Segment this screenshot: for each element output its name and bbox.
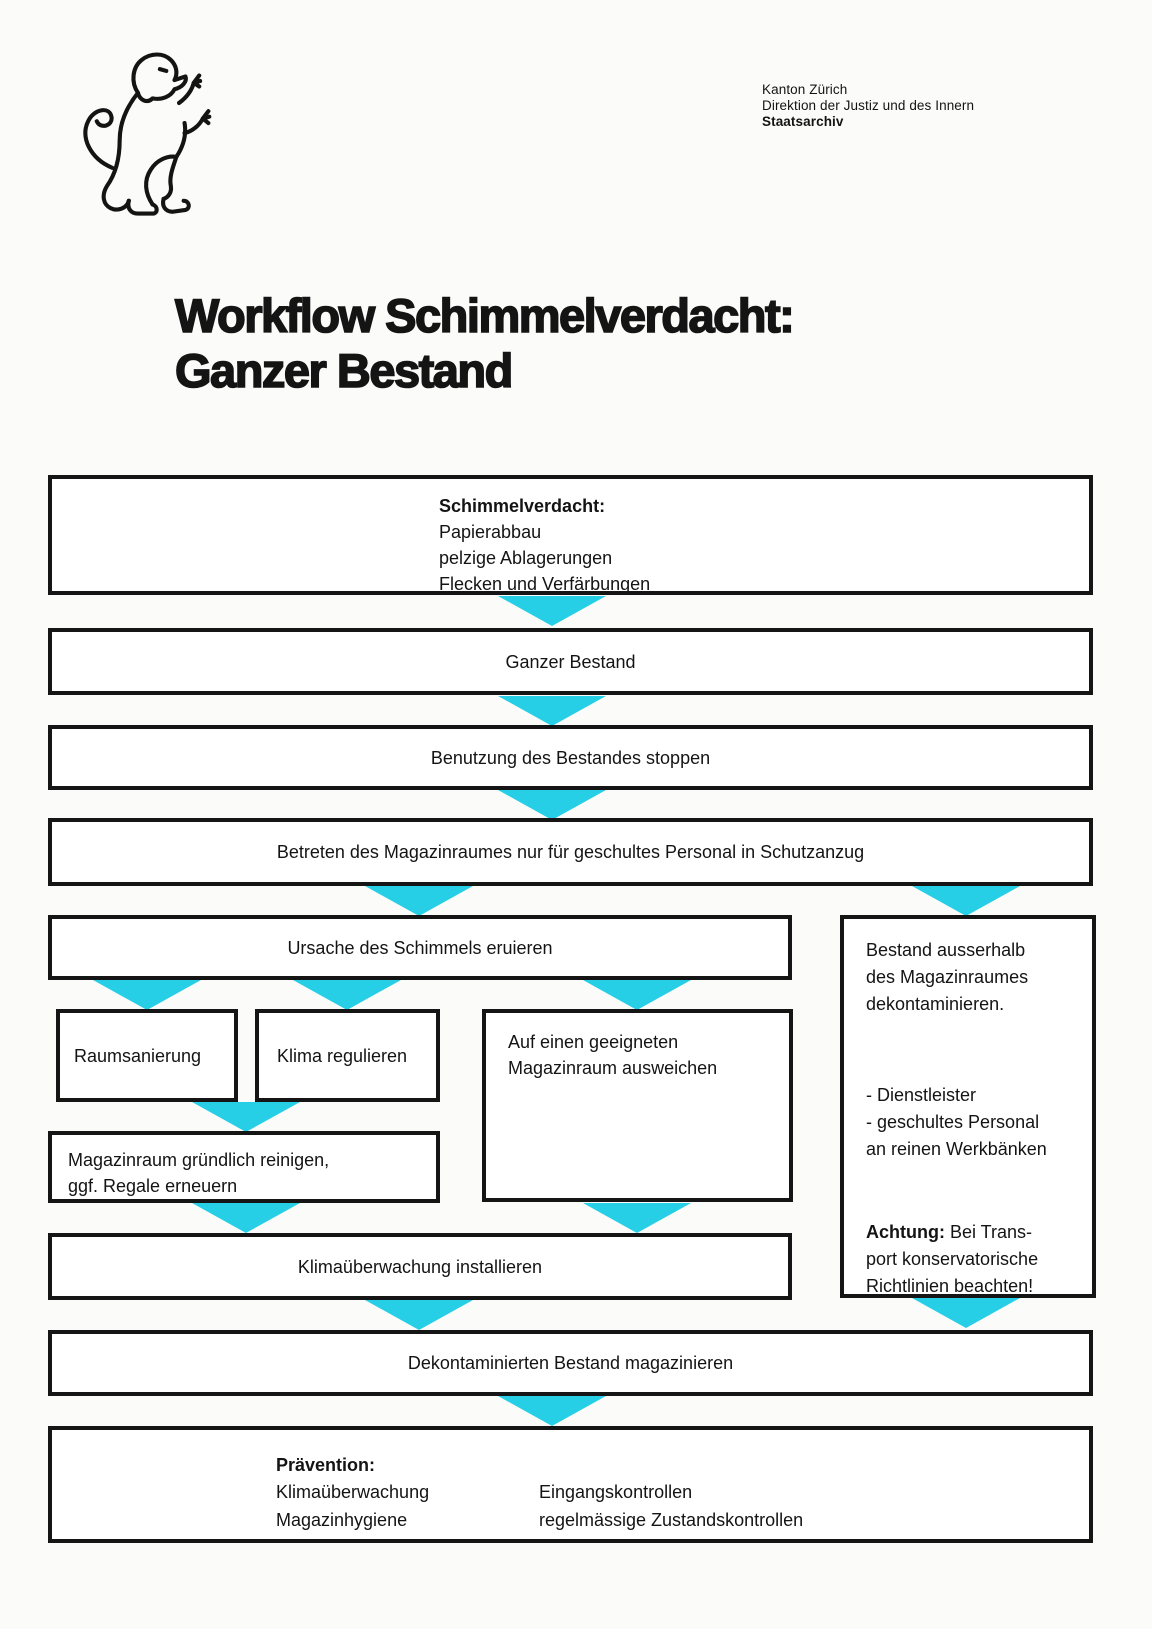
arrow-down-icon <box>192 1102 300 1132</box>
org-block <box>762 82 974 130</box>
prevention-item: Magazinhygiene <box>276 1510 408 1530</box>
install-monitoring-label: Klimaüberwachung installieren <box>297 1256 543 1277</box>
find-cause-label: Ursache des Schimmels eruieren <box>287 937 553 958</box>
flow-step-regulate-climate <box>255 1009 440 1102</box>
decon-line: dekontaminieren. <box>866 994 1005 1014</box>
clean-room-line2: ggf. Regale erneuern <box>68 1176 238 1196</box>
decon-bullet: - geschultes Personal <box>866 1112 1040 1132</box>
suspicion-symptom: Flecken und Verfärbungen <box>439 574 651 594</box>
alternative-room-line1: Auf einen geeigneten <box>508 1032 679 1052</box>
arrow-down-icon <box>498 596 606 626</box>
flow-step-alternative-room <box>482 1009 793 1202</box>
prevention-item: regelmässige Zustandskontrollen <box>539 1510 804 1530</box>
flow-step-scope <box>48 628 1093 695</box>
flow-step-room-remediation <box>56 1009 238 1102</box>
room-remediation-label: Raumsanierung <box>74 1045 202 1066</box>
decon-warning-line3: Richtlinien beachten! <box>866 1276 1034 1296</box>
prevention-measures <box>276 1478 1079 1534</box>
alternative-room-line2: Magazinraum ausweichen <box>508 1058 718 1078</box>
arrow-down-icon <box>498 790 606 820</box>
page-title-line2: Ganzer Bestand <box>175 344 512 397</box>
stop-usage-label: Benutzung des Bestandes stoppen <box>430 747 711 768</box>
arrow-down-icon <box>93 980 201 1010</box>
lion-logo-icon <box>52 42 212 227</box>
page-title <box>175 288 793 398</box>
suspicion-heading: Schimmelverdacht: <box>439 496 606 516</box>
flow-step-entry-rule <box>48 818 1093 886</box>
arrow-down-icon <box>192 1203 300 1233</box>
decon-line: Bestand ausserhalb <box>866 940 1026 960</box>
arrow-down-icon <box>498 696 606 726</box>
arrow-down-icon <box>583 1203 691 1233</box>
arrow-down-icon <box>583 980 691 1010</box>
org-directorate: Direktion der Justiz und des Innern <box>762 98 975 113</box>
arrow-down-icon <box>365 886 473 916</box>
flow-step-prevention <box>48 1426 1093 1543</box>
page-title-line1: Workflow Schimmelverdacht: <box>175 289 794 342</box>
clean-room-line1: Magazinraum gründlich reinigen, <box>68 1150 330 1170</box>
flow-step-suspicion <box>48 475 1093 595</box>
decon-warning-line2: port konservatorische <box>866 1249 1039 1269</box>
org-archive: Staatsarchiv <box>762 114 844 129</box>
regulate-climate-label: Klima regulieren <box>277 1045 408 1066</box>
flow-step-decontaminate <box>840 915 1096 1298</box>
warning-rest: Bei Trans- <box>944 1222 1033 1242</box>
scope-label: Ganzer Bestand <box>505 651 636 672</box>
decon-bullet: - Dienstleister <box>866 1085 977 1105</box>
rehouse-label: Dekontaminierten Bestand magazinieren <box>407 1353 734 1373</box>
prevention-heading: Prävention: <box>276 1455 376 1475</box>
arrow-down-icon <box>912 886 1020 916</box>
warning-label: Achtung: <box>866 1222 945 1242</box>
entry-rule-label: Betreten des Magazinraumes nur für geschultes Personal in Schutzanzug <box>276 842 865 862</box>
suspicion-symptom: pelzige Ablagerungen <box>439 548 613 568</box>
decon-warning-line1 <box>866 1219 1078 1246</box>
decon-line: des Magazinraumes <box>866 967 1029 987</box>
suspicion-symptom: Papierabbau <box>439 522 542 542</box>
prevention-item: Klimaüberwachung <box>276 1482 430 1502</box>
flow-step-find-cause <box>48 915 792 980</box>
flow-step-clean-room <box>48 1131 440 1203</box>
flow-step-install-monitoring <box>48 1233 792 1300</box>
prevention-item: Eingangskontrollen <box>539 1482 693 1502</box>
org-canton: Kanton Zürich <box>762 82 848 97</box>
arrow-down-icon <box>365 1300 473 1330</box>
arrow-down-icon <box>912 1298 1020 1328</box>
flow-step-rehouse <box>48 1330 1093 1396</box>
flow-step-stop-usage <box>48 725 1093 790</box>
arrow-down-icon <box>293 980 401 1010</box>
decon-bullet: an reinen Werkbänken <box>866 1139 1047 1159</box>
arrow-down-icon <box>498 1396 606 1426</box>
